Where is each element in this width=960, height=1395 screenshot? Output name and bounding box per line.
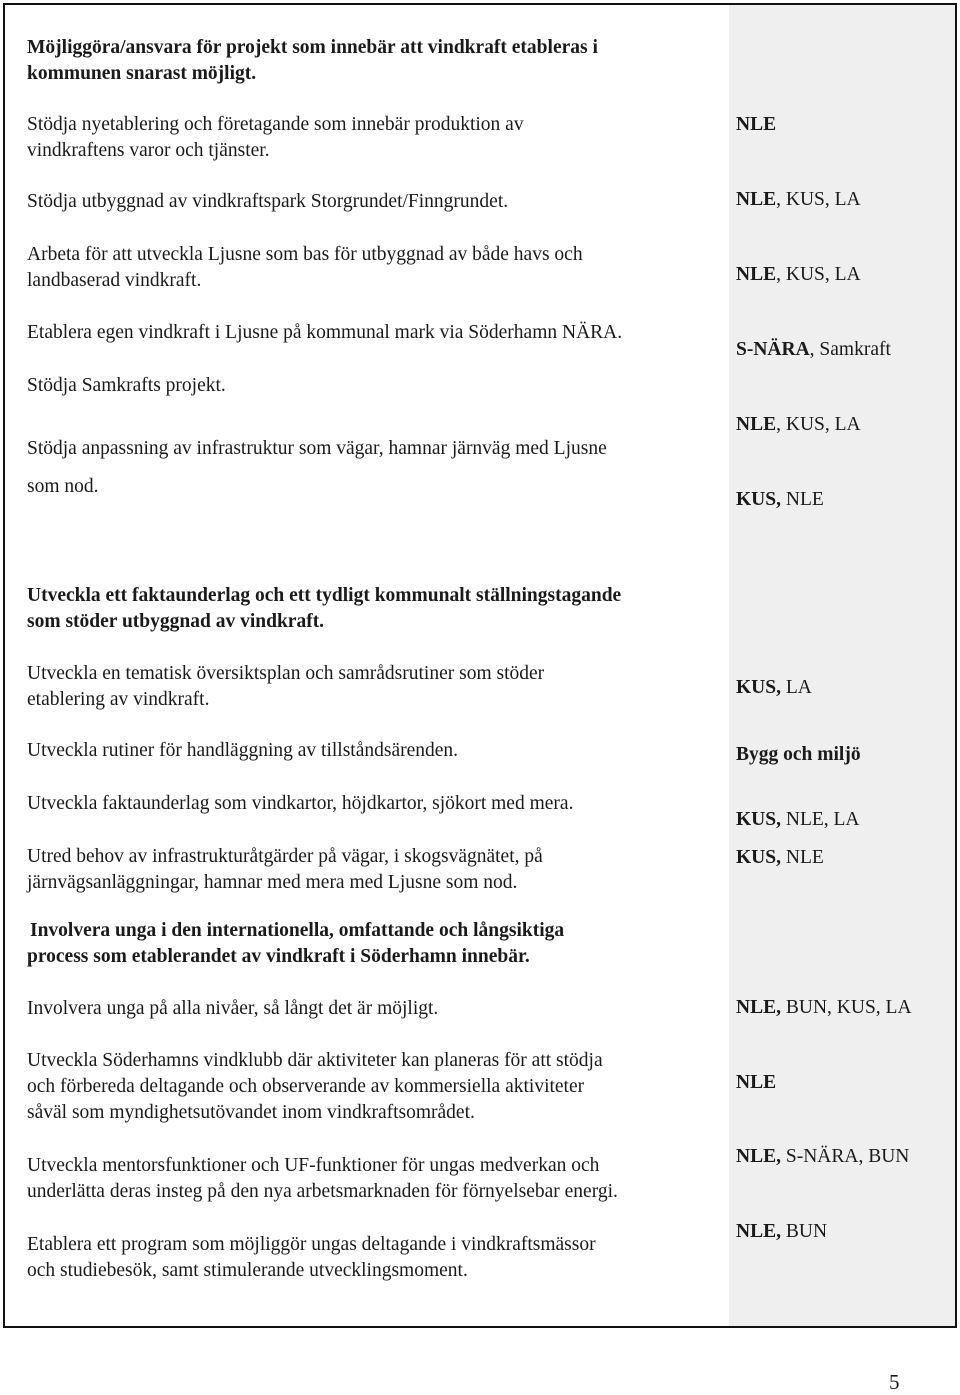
- section1-responsible-4: S-NÄRA, Samkraft: [736, 339, 891, 360]
- section1-responsible-1: NLE: [736, 114, 777, 135]
- section3-item-3: Utveckla mentorsfunktioner och UF-funktioner för ungas medverkan och underlätta deras insteg på den nya arbetsmarknaden för förnyelsebar energi.: [27, 1155, 618, 1202]
- section3-item-1: Involvera unga på alla nivåer, så långt det är möjligt.: [27, 998, 439, 1019]
- section1-responsible-3: NLE, KUS, LA: [736, 264, 861, 285]
- section3-heading: Involvera unga i den internationella, omfattande och långsiktiga process som etablerandet av vindkraft i Söderhamn innebär.: [27, 920, 565, 967]
- section2-responsible-3: KUS, NLE, LA: [736, 809, 860, 830]
- section2-responsible-1: KUS, LA: [736, 677, 812, 698]
- section1-responsible-6: KUS, NLE: [736, 489, 824, 510]
- section2-heading: Utveckla ett faktaunderlag och ett tydligt kommunalt ställningstagande som stöder utbyggnad av vindkraft.: [27, 585, 622, 632]
- section3-responsible-1: NLE, BUN, KUS, LA: [736, 997, 912, 1018]
- section1-responsible-2: NLE, KUS, LA: [736, 189, 861, 210]
- section1-item-5: Stödja Samkrafts projekt.: [27, 375, 226, 396]
- section1-item-6: Stödja anpassning av infrastruktur som vägar, hamnar järnväg med Ljusne som nod.: [27, 438, 607, 497]
- section2-responsible-4: KUS, NLE: [736, 847, 824, 868]
- section2-item-1: Utveckla en tematisk översiktsplan och samrådsrutiner som stöder etablering av vindkraft.: [27, 663, 545, 710]
- section1-item-2: Stödja utbyggnad av vindkraftspark Storgrundet/Finngrundet.: [27, 191, 509, 212]
- section1-item-1: Stödja nyetablering och företagande som innebär produktion av vindkraftens varor och tjänster.: [27, 114, 524, 161]
- section3-responsible-2: NLE: [736, 1072, 777, 1093]
- section3-responsible-3: NLE, S-NÄRA, BUN: [736, 1146, 910, 1167]
- section2-item-2: Utveckla rutiner för handläggning av tillståndsärenden.: [27, 740, 459, 761]
- section3-item-2: Utveckla Söderhamns vindklubb där aktiviteter kan planeras för att stödja och förbereda deltagande och observerande av kommersiella aktiviteter såväl som myndighetsutövandet inom vindkraftsområdet.: [27, 1050, 603, 1123]
- section3-item-4: Etablera ett program som möjliggör ungas deltagande i vindkraftsmässor och studiebesök, samt stimulerande utvecklingsmoment.: [27, 1234, 596, 1281]
- section1-item-4: Etablera egen vindkraft i Ljusne på kommunal mark via Söderhamn NÄRA.: [27, 322, 623, 343]
- section1-item-3: Arbeta för att utveckla Ljusne som bas för utbyggnad av både havs och landbaserad vindkraft.: [27, 244, 583, 291]
- page-number: 5: [889, 1370, 900, 1394]
- section2-item-3: Utveckla faktaunderlag som vindkartor, höjdkartor, sjökort med mera.: [27, 793, 574, 814]
- section1-responsible-5: NLE, KUS, LA: [736, 414, 861, 435]
- section2-responsible-2: Bygg och miljö: [736, 744, 861, 765]
- section1-heading: Möjliggöra/ansvara för projekt som innebär att vindkraft etableras i kommunen snarast möjligt.: [27, 37, 598, 84]
- section3-responsible-4: NLE, BUN: [736, 1221, 828, 1242]
- section2-item-4: Utred behov av infrastrukturåtgärder på vägar, i skogsvägnätet, på järnvägsanläggningar, hamnar med mera med Ljusne som nod.: [27, 846, 543, 893]
